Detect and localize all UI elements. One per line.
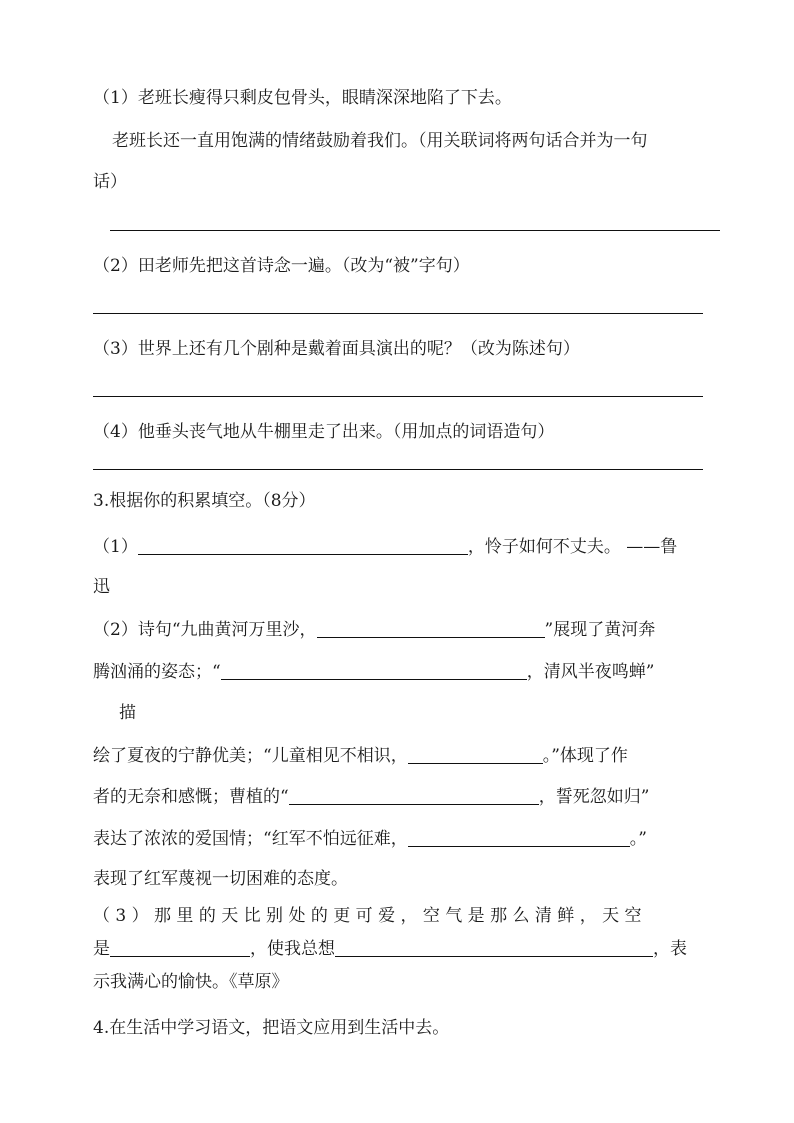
q3-p3-c: ，使我总想	[250, 939, 335, 959]
q2-item1-text: 老班长瘦得只剩皮包骨头，眼睛深深地陷了下去。	[137, 88, 512, 108]
q3-p1-wrap: 迅	[93, 577, 110, 597]
q2-item1-answer-line[interactable]	[110, 230, 720, 231]
q2-item4: （4）他垂头丧气地从牛棚里走了出来。（用加点的词语造句）	[93, 422, 555, 442]
q4-title: 4.在生活中学习语文，把语文应用到生活中去。	[93, 1018, 450, 1038]
q3-p2-blank5[interactable]	[408, 828, 630, 847]
q3-p2-l: 表现了红军蔑视一切困难的态度。	[93, 869, 348, 889]
q2-item1-line1	[93, 88, 512, 108]
q3-p2-e: 描	[119, 703, 136, 723]
q3-p2-line5	[93, 786, 649, 807]
q3-p3-blank1[interactable]	[110, 938, 250, 957]
q3-p1-blank[interactable]	[138, 536, 468, 555]
q3-p3-line2	[93, 938, 687, 959]
q3-p3-d: ，表	[653, 939, 687, 959]
q3-p2-k: 。”	[629, 829, 647, 849]
q3-p2-j: 表达了浓浓的爱国情；“红军不怕远征难，	[93, 829, 408, 849]
q3-p2-f: 绘了夏夜的宁静优美；“儿童相见不相识，	[93, 746, 408, 766]
q2-item1-line2: 老班长还一直用饱满的情绪鼓励着我们。（用关联词将两句话合并为一句	[112, 131, 648, 151]
q3-p2-d: ，清风半夜鸣蝉”	[526, 662, 655, 682]
q3-p2-h: 者的无奈和感慨；曹植的“	[93, 787, 289, 807]
q3-p2-c: 腾汹涌的姿态；“	[93, 662, 221, 682]
q3-p3-a: （ 3 ） 那 里 的 天 比 别 处 的 更 可 爱 ， 空 气 是 那 么 清 鲜 ， 天 空	[93, 906, 642, 926]
q3-p3-b: 是	[93, 939, 110, 959]
q3-p3-blank2[interactable]	[335, 938, 653, 957]
q3-p3-e: 示我满心的愉快。《草原》	[93, 972, 289, 992]
q3-p1-label: （1）	[93, 537, 138, 557]
q3-p2-i: ，誓死忽如归”	[538, 787, 650, 807]
q2-item1-line3: 话）	[93, 172, 127, 192]
q3-p2-b: ”展现了黄河奔	[544, 620, 656, 640]
q3-p2-line2	[93, 661, 654, 682]
q2-item3: （3）世界上还有几个剧种是戴着面具演出的呢？（改为陈述句）	[93, 339, 580, 359]
q3-title: 3.根据你的积累填空。（8分）	[93, 491, 316, 511]
q3-p1-after: ，怜子如何不丈夫。 ——鲁	[467, 537, 678, 557]
q3-p2-g: 。”体现了作	[542, 746, 628, 766]
q3-p2-blank2[interactable]	[221, 661, 527, 680]
q3-p2-blank3[interactable]	[408, 745, 543, 764]
q2-item4-answer-line[interactable]	[93, 469, 703, 470]
q3-p2-line4	[93, 745, 628, 766]
q3-p2-line1	[93, 619, 655, 640]
q2-item2: （2）田老师先把这首诗念一遍。（改为“被”字句）	[93, 256, 470, 276]
q2-item2-answer-line[interactable]	[93, 313, 703, 314]
q2-item3-answer-line[interactable]	[93, 396, 703, 397]
q3-p2-blank1[interactable]	[317, 619, 545, 638]
q3-p2-a: （2）诗句“九曲黄河万里沙，	[93, 620, 317, 640]
q2-item1-label: （1）	[93, 88, 138, 108]
q3-p1-line1	[93, 536, 677, 557]
q3-p2-blank4[interactable]	[289, 786, 539, 805]
q3-p2-line6	[93, 828, 647, 849]
